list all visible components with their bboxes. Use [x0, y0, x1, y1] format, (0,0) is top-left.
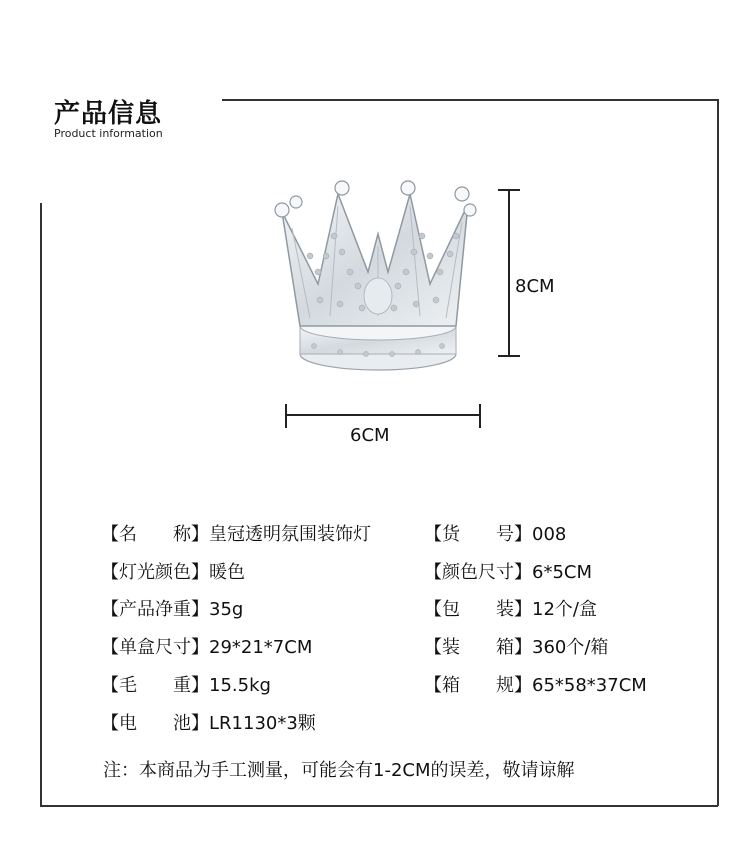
spec-label: 【包 装】	[424, 599, 532, 620]
spec-item-no	[424, 520, 566, 546]
spec-label: 【颜色尺寸】	[424, 562, 532, 583]
spec-label: 【毛 重】	[101, 675, 209, 696]
frame-top-line	[222, 99, 718, 101]
spec-label: 【箱 规】	[424, 675, 532, 696]
spec-value: 15.5kg	[209, 675, 271, 696]
spec-value: 65*58*37CM	[532, 675, 647, 696]
frame-bottom-line	[40, 805, 718, 807]
spec-label: 【装 箱】	[424, 637, 532, 658]
spec-carton	[424, 633, 608, 659]
spec-value: 360个/箱	[532, 637, 609, 658]
spec-label: 【单盒尺寸】	[101, 637, 209, 658]
section-subtitle: Product information	[54, 127, 163, 140]
spec-value: 暖色	[209, 562, 245, 583]
spec-label: 【电 池】	[101, 713, 209, 734]
section-title: 产品信息	[54, 99, 163, 129]
frame-left-line	[40, 203, 42, 806]
spec-label: 【名 称】	[101, 524, 209, 545]
spec-value: 008	[532, 524, 567, 545]
spec-light-color	[101, 558, 245, 584]
spec-net-weight	[101, 595, 243, 621]
spec-label: 【产品净重】	[101, 599, 209, 620]
spec-package	[424, 595, 597, 621]
crown-product-image	[270, 176, 486, 380]
spec-color-size	[424, 558, 592, 584]
spec-box-size	[101, 633, 312, 659]
height-dimension-label: 8CM	[515, 276, 555, 297]
spec-value: 6*5CM	[532, 562, 593, 583]
spec-label: 【灯光颜色】	[101, 562, 209, 583]
spec-carton-size	[424, 671, 647, 697]
spec-battery	[101, 709, 316, 735]
spec-value: 12个/盒	[532, 599, 597, 620]
measurement-note: 注：本商品为手工测量，可能会有1-2CM的误差，敬请谅解	[103, 760, 575, 781]
spec-gross-weight	[101, 671, 271, 697]
spec-value: 35g	[209, 599, 244, 620]
spec-value: 皇冠透明氛围装饰灯	[209, 524, 371, 545]
height-dimension-line	[494, 188, 524, 360]
spec-name	[101, 520, 371, 546]
spec-value: 29*21*7CM	[209, 637, 313, 658]
width-dimension-label: 6CM	[350, 425, 390, 446]
frame-right-line	[717, 99, 719, 806]
spec-label: 【货 号】	[424, 524, 532, 545]
spec-value: LR1130*3颗	[209, 713, 316, 734]
